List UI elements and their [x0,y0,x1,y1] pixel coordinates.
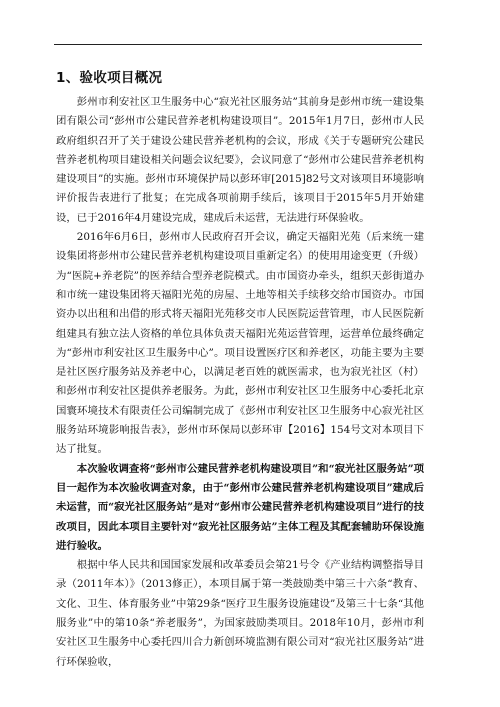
paragraph-1: 彭州市利安社区卫生服务中心“寂光社区服务站”其前身是彭州市统一建设集团有限公司“彭州市公建民营养老机构建设项目”。2015年1月7日，彭州市人民政府组织召开了关于建设公建民营养老机构的会议，形成《关于专题研究公建民营养老机构项目建设相关问题会议纪要》，会议同意了“彭州市公建民营养老机构建设项目”的实施。彭州市环境保护局以彭环审[2015]82号文对该项目环境影响评价报告表进行了批复；在完成各项前期手续后，该项目于2015年5月开始建设，已于2016年4月建设完成，建成后未运营，无法进行环保验收。 [56,96,424,224]
section-heading: 1、验收项目概况 [56,70,163,86]
section-body [56,93,424,672]
paragraph-3-emphasis: 本次验收调查将“彭州市公建民营养老机构建设项目”和“寂光社区服务站”项目一起作为本次验收调查对象，由于“彭州市公建民营养老机构建设项目”建成后未运营，而“寂光社区服务站”是对“彭州市公建民营养老机构建设项目”进行的技改项目，因此本项目主要针对“寂光社区服务站”主体工程及其配套辅助环保设施进行验收。 [56,462,424,552]
paragraph-4: 根据中华人民共和国国家发展和改革委员会第21号令《产业结构调整指导目录（2011年本）》（2013修正），本项目属于第一类鼓励类中第三十六条“教育、文化、卫生、体育服务业”中第29条“医疗卫生服务设施建设”及第三十七条“其他服务业”中的第10条“养老服务”，为国家鼓励类项目。2018年10月，彭州市利安社区卫生服务中心委托四川合力新创环境监测有限公司对“寂光社区服务站”进行环保验收， [56,559,424,668]
paragraph-2: 2016年6月6日，彭州市人民政府召开会议，确定天福阳光苑（后来统一建设集团将彭州市公建民营养老机构建设项目重新定名）的使用用途变更（升级）为“医院+养老院”的医养结合型养老院模式。由市国资办牵头，组织天彭街道办和市统一建设集团将天福阳光苑的房屋、土地等相关手续移交给市国资办。市国资办以出租和出借的形式将天福阳光苑移交市人民医院运营管理，市人民医院新组建具有独立法人资格的单位具体负责天福阳光苑运营管理，运营单位最终确定为“彭州市利安社区卫生服务中心”。项目设置医疗区和养老区，功能主要为主要是社区医疗服务站及养老中心，以满足老百姓的就医需求，也为寂光社区（村）和彭州市利安社区提供养老服务。为此，彭州市利安社区卫生服务中心委托北京国寰环境技术有限责任公司编制完成了《彭州市利安社区卫生服务中心寂光社区服务站环境影响报告表》，彭州市环保局以彭环审【2016】154号文对本项目下达了批复。 [56,231,424,456]
header-rule [54,44,422,45]
